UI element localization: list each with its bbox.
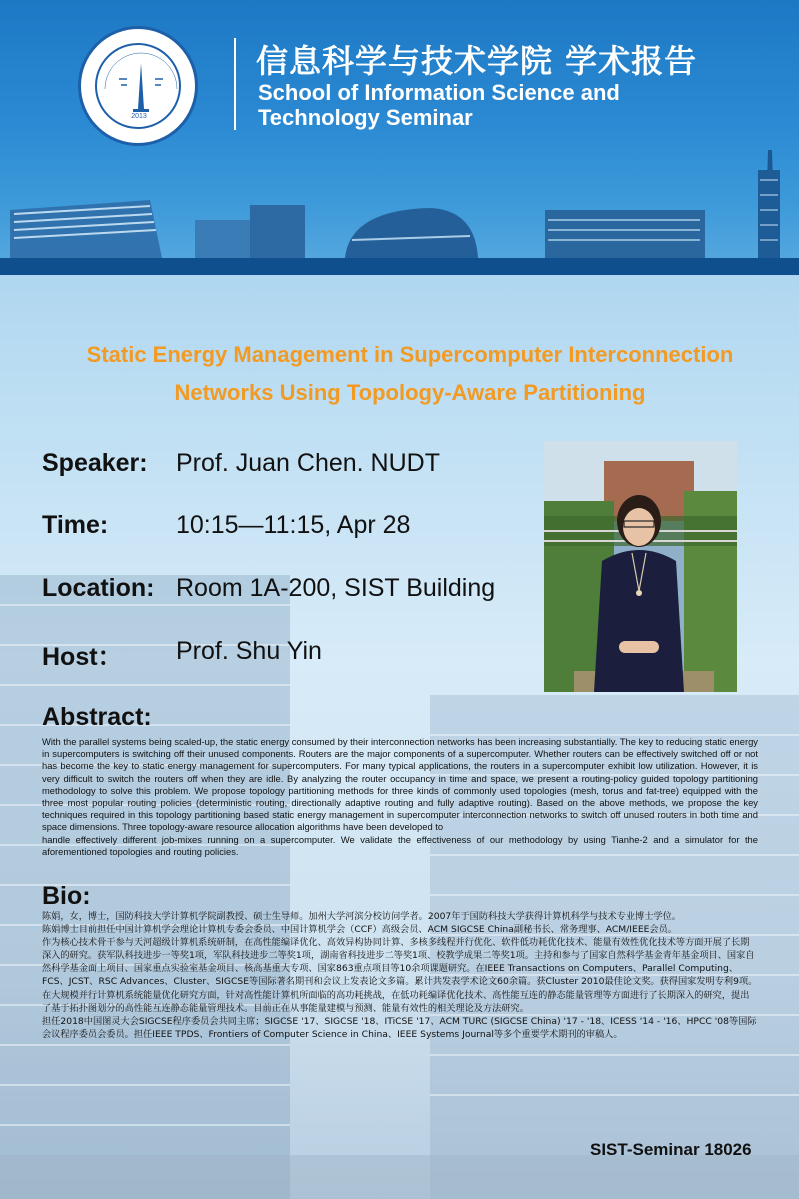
abstract-heading: Abstract: bbox=[42, 703, 152, 731]
school-title-en-line1: School of Information Science and bbox=[258, 80, 620, 105]
time-value: 10:15—11:15, Apr 28 bbox=[176, 511, 411, 539]
bio-paragraph: 在大规模并行计算机系统能量优化研究方面，针对高性能计算机所面临的高功耗挑战，在低功耗编译优化技术、高性能互连的静态能量管理等方面进行了长期深入的研究，提出了基于拓扑图划分的高性能互连静态能量管理技术。目前正在从事能量建模与预测、能量有效性的相关理论及方法研究。 bbox=[42, 989, 750, 1014]
university-logo bbox=[78, 26, 198, 146]
bio-paragraph: 担任2018中国图灵大会SIGCSE程序委员会共同主席；SIGCSE '17、SIGCSE '18、ITiCSE '17、ACM TURC (SIGCSE China) '17 - '18、ICESS '14 - '16、HPCC '08等国际会议程序委员会委员。担任IEEE TPDS、Frontiers of Computer Science in China、IEEE Systems Journal等多个重要学术期刊的审稿人。 bbox=[42, 1015, 757, 1040]
host-label: Host： bbox=[42, 643, 123, 671]
campus-skyline-illustration bbox=[0, 150, 799, 275]
bio-paragraph: 陈娟，女，博士，国防科技大学计算机学院副教授、硕士生导师。加州大学河滨分校访问学者。2007年于国防科技大学获得计算机科学与技术专业博士学位。 bbox=[42, 911, 681, 922]
location-label: Location: bbox=[42, 574, 155, 602]
seminar-title-line1: Static Energy Management in Supercomputer Interconnection bbox=[86, 342, 734, 367]
bio-heading: Bio: bbox=[42, 882, 91, 910]
speaker-photo bbox=[544, 441, 737, 692]
bio-paragraph: 作为核心技术骨干参与天河超级计算机系统研制，在高性能编译优化、高效异构协同计算、多核多线程并行优化、软件低功耗优化技术、能量有效性优化技术等方面开展了长期深入的研究。获军队科技进步一等奖1项，军队科技进步二等奖1项，湖南省科技进步二等奖1项、校教学成果二等奖1项。主持和参与了国家自然科学基金青年基金项目、国家自然科学基金面上项目、国家重点实验室基金项目、核高基重大专项、国家863重点项目等10余项课题研究。在IEEE Transactions on Computers、Parallel Computing、FCS、JCST、RSC Advances、Cluster、SIGCSE等国际著名期刊和会议上发表论文多篇。累计共发表学术论文60余篇。获Cluster 2010最佳论文奖。获得国家发明专利9项。 bbox=[42, 937, 758, 988]
seminar-title-line2: Networks Using Topology-Aware Partitioning bbox=[174, 380, 646, 405]
speaker-value: Prof. Juan Chen. NUDT bbox=[176, 449, 440, 477]
seminar-title bbox=[40, 336, 780, 412]
location-value: Room 1A-200, SIST Building bbox=[176, 574, 496, 602]
header-banner bbox=[0, 0, 799, 275]
abstract-body bbox=[42, 736, 758, 858]
school-title-cn: 信息科学与技术学院 学术报告 bbox=[256, 42, 698, 80]
host-value: Prof. Shu Yin bbox=[176, 637, 322, 665]
abstract-paragraph: With the parallel systems being scaled-up, the static energy consumed by their interconnection networks has been increasing substantially. The key to reducing static energy in supercomputers is switching off their unused components. Routers are the major components of a supercomputer. Whether routers can be effectively switched off or not has become the key to static energy management for supercomputers. For many typical applications, the routers in a supercomputer exhibit low utilization. However, it is very difficult to switch the routers off when they are idle. By analyzing the router occupancy in time and space, we present a routing-policy guided topology partitioning methodology to solve this problem. We propose topology partitioning methods for three kinds of commonly used topologies (mesh, torus and fat-tree) equipped with the three most popular routing policies (deterministic routing, directionally adaptive routing and fully adaptive routing). Based on the above methods, we propose the key techniques required in this topology partitioning based static energy management in supercomputer interconnection networks to switch off unused routers in both time and space dimensions. Three topology-aware resource allocation algorithms have been developed to bbox=[42, 736, 758, 833]
time-label: Time: bbox=[42, 511, 109, 539]
speaker-portrait-image bbox=[544, 441, 737, 692]
bio-paragraph: 陈娟博士目前担任中国计算机学会理论计算机专委会委员、中国计算机学会（CCF）高级会员、ACM SIGCSE China副秘书长、常务理事、ACM/IEEE会员。 bbox=[42, 924, 677, 936]
logo-year: 2013 bbox=[131, 113, 147, 120]
header-divider bbox=[234, 38, 236, 130]
bio-body bbox=[42, 910, 758, 1041]
school-title-en-line2: Technology Seminar bbox=[258, 105, 473, 130]
school-title-en bbox=[258, 80, 620, 130]
speaker-label: Speaker: bbox=[42, 449, 148, 477]
logo-emblem-icon bbox=[81, 29, 201, 149]
abstract-paragraph: handle effectively different job-mixes running on a supercomputer. We validate the effectiveness of our methodology by using Tianhe-2 and a simulator for the aforementioned topologies and routing policies. bbox=[42, 833, 758, 857]
seminar-id: SIST-Seminar 18026 bbox=[590, 1140, 752, 1159]
